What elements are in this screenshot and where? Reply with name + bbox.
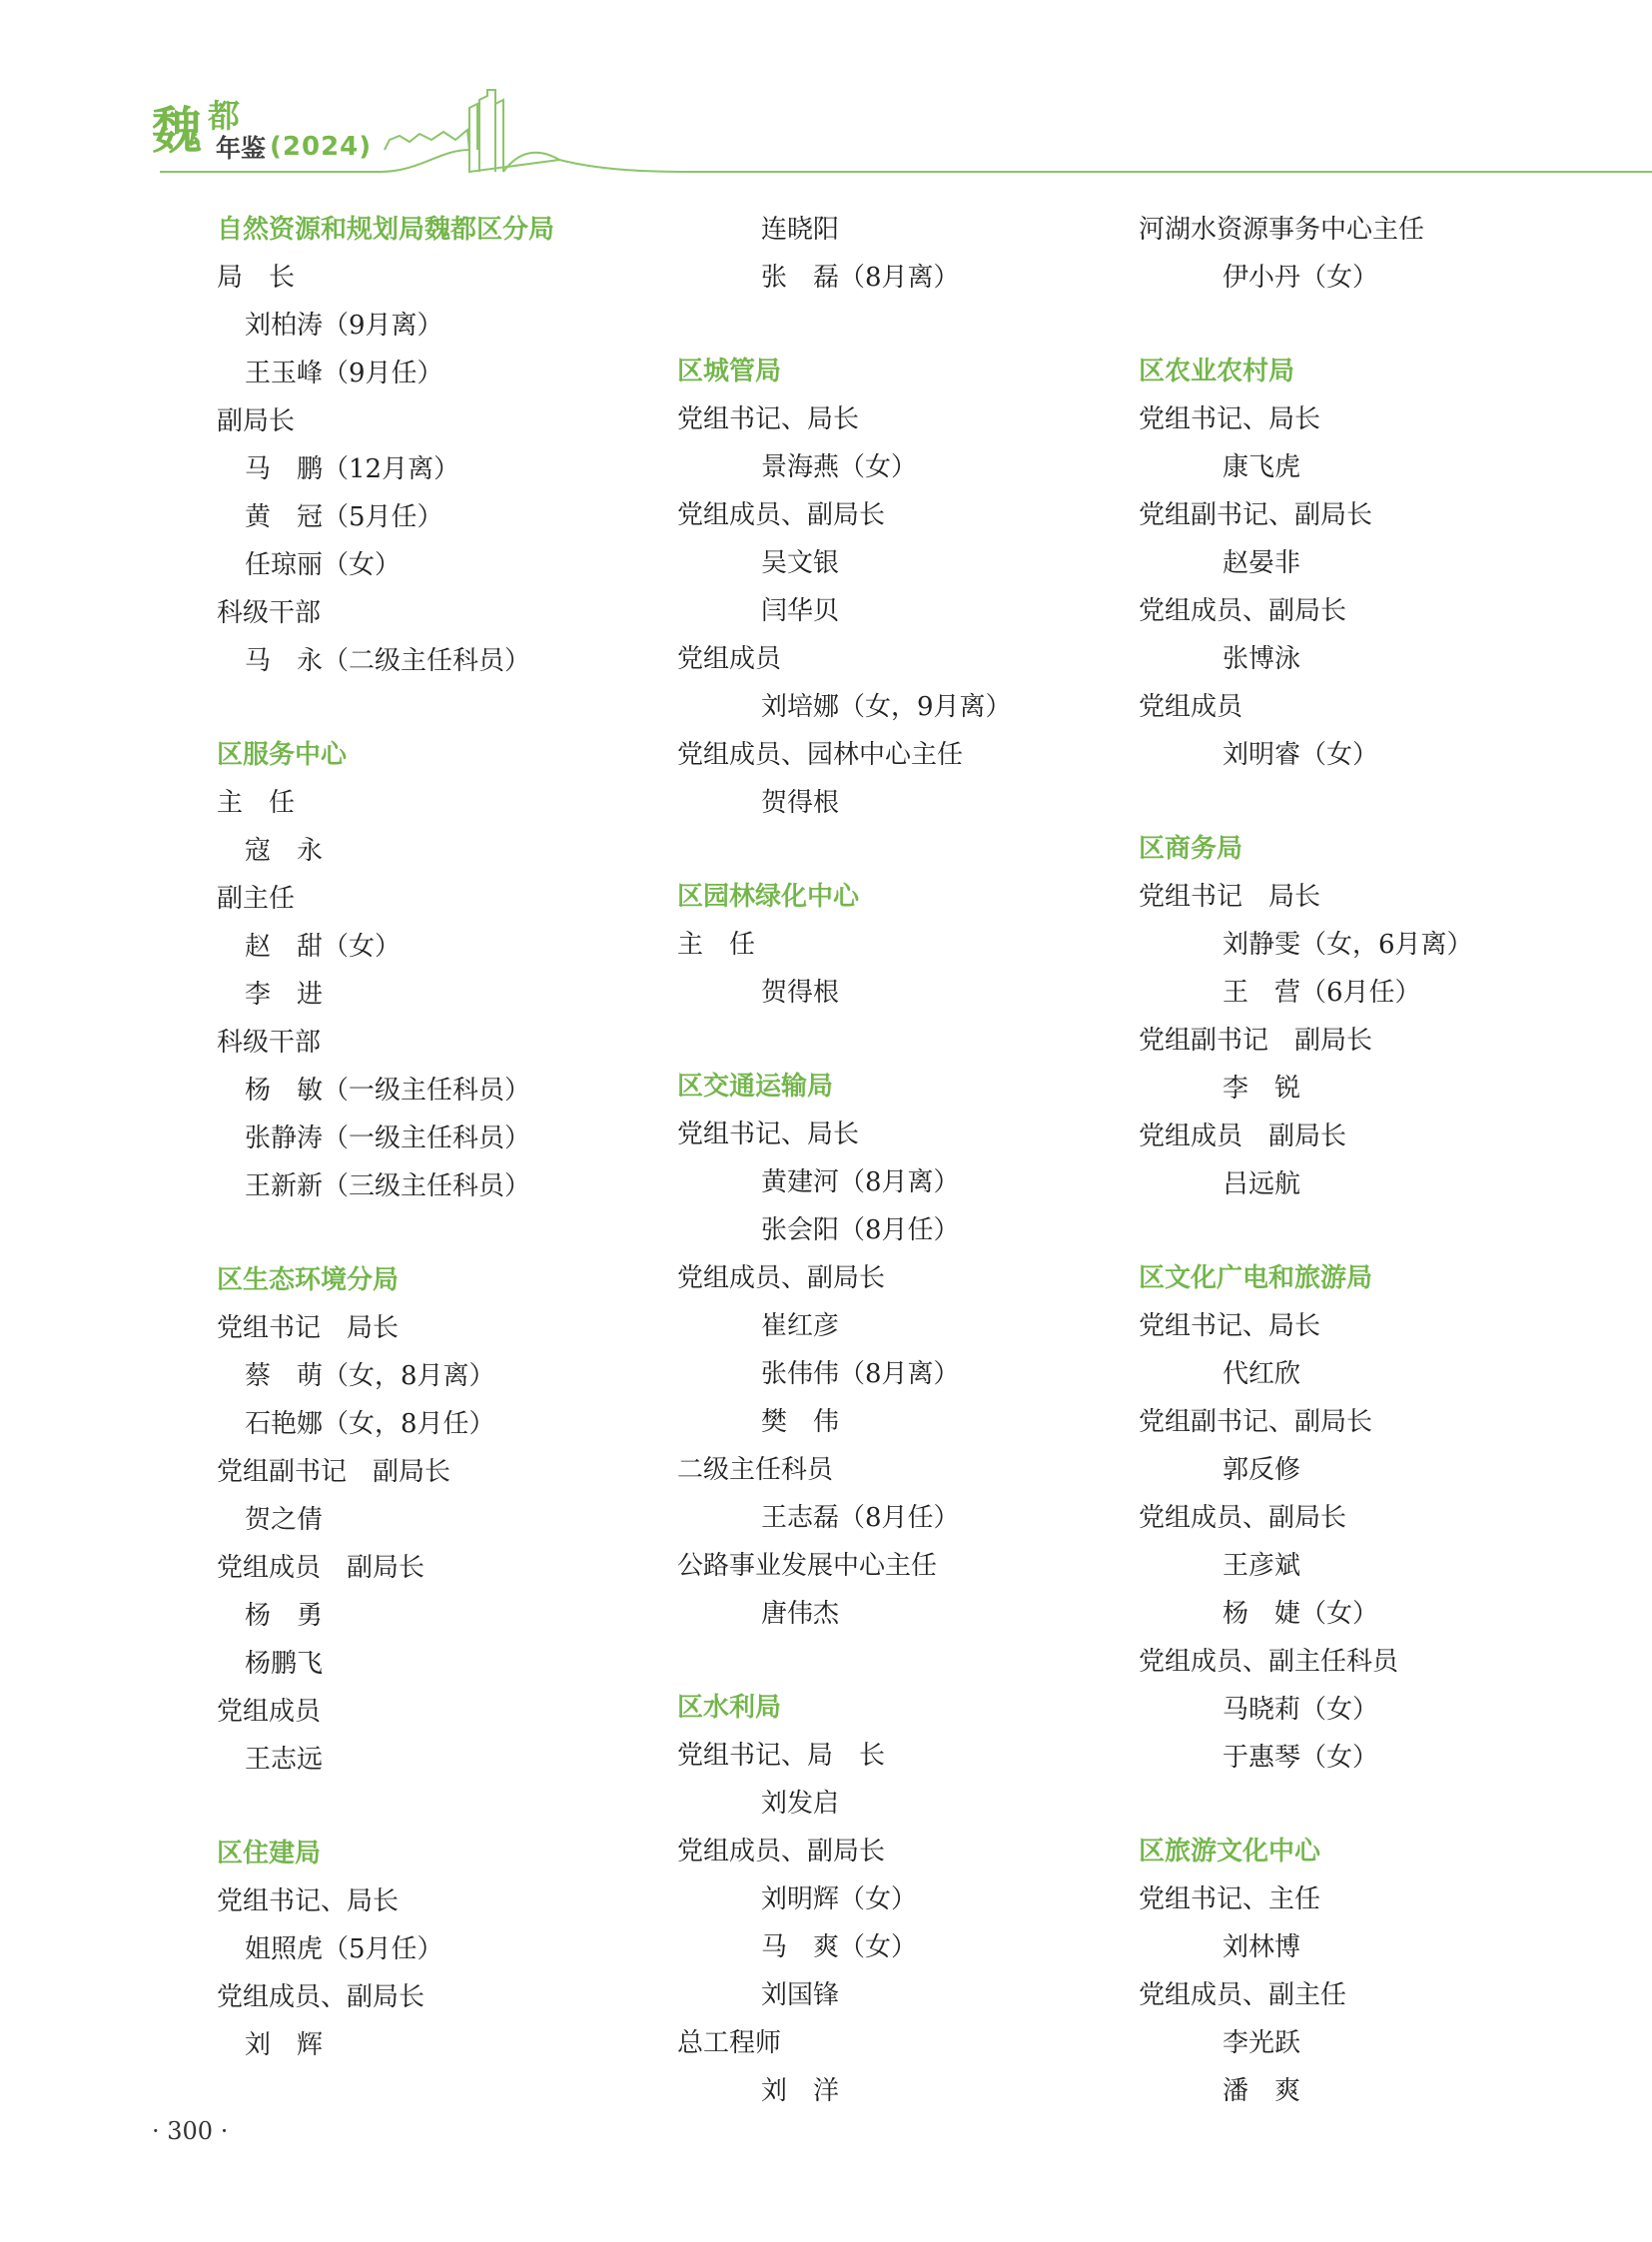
role-title: 党组成员、副局长 (1139, 596, 1347, 626)
role-title: 科级干部 (217, 598, 322, 628)
section-title: 自然资源和规划局魏都区分局 (217, 215, 555, 245)
role-title: 副局长 (217, 406, 296, 436)
role-title: 党组成员 (1139, 692, 1243, 722)
section-title: 区园林绿化中心 (677, 882, 860, 912)
person-name: 唐伟杰 (761, 1599, 840, 1629)
role-title: 党组副书记 副局长 (1139, 1026, 1373, 1056)
section (677, 1063, 1012, 1638)
person-name: 寇 永 (245, 836, 324, 866)
person-name: 张静涛（一级主任科员） (245, 1123, 531, 1153)
person-name: 刘培娜（女，9月离） (761, 692, 1012, 722)
section-title: 区城管局 (677, 357, 782, 386)
person-name: 王彦斌 (1223, 1551, 1301, 1581)
role-title: 公路事业发展中心主任 (677, 1551, 938, 1581)
person-name: 郭反修 (1223, 1455, 1301, 1485)
role-title: 党组书记、局长 (677, 404, 860, 434)
section (677, 873, 1012, 1017)
section-title: 区文化广电和旅游局 (1139, 1263, 1373, 1293)
role-title: 党组书记、局长 (1139, 1311, 1321, 1341)
section-title: 区商务局 (1139, 834, 1243, 864)
page-number: · 300 · (152, 2117, 229, 2145)
person-name: 赵晏非 (1223, 548, 1301, 578)
role-title: 党组书记、局 长 (677, 1741, 886, 1771)
role-title: 河湖水资源事务中心主任 (1139, 215, 1425, 245)
person-name: 张 磊（8月离） (761, 263, 960, 293)
role-title: 党组成员、副局长 (217, 1982, 425, 2012)
person-name: 王新新（三级主任科员） (245, 1171, 531, 1201)
role-title: 党组成员 (677, 644, 782, 674)
person-name: 康飞虎 (1223, 452, 1301, 482)
section-title: 区住建局 (217, 1839, 322, 1868)
person-name: 吴文银 (761, 548, 840, 578)
person-name: 闫华贝 (761, 596, 840, 626)
role-title: 党组书记、局长 (1139, 404, 1321, 434)
role-title: 党组书记、局长 (677, 1120, 860, 1149)
person-name: 刘林博 (1223, 1932, 1301, 1962)
person-name: 杨 婕（女） (1223, 1599, 1379, 1629)
role-title: 党组成员、园林中心主任 (677, 740, 964, 770)
role-title: 党组书记 局长 (1139, 882, 1321, 912)
brand-logo-year: (2024) (270, 132, 373, 162)
person-name: 贺得根 (761, 788, 840, 818)
person-name: 王 营（6月任） (1223, 978, 1421, 1008)
person-name: 杨 勇 (245, 1601, 324, 1631)
role-title: 党组书记 局长 (217, 1313, 400, 1343)
section-title: 区生态环境分局 (217, 1265, 400, 1295)
role-title: 副主任 (217, 884, 296, 914)
person-name: 张博泳 (1223, 644, 1301, 674)
person-name: 马 爽（女） (761, 1932, 918, 1962)
section-title: 区水利局 (677, 1693, 782, 1723)
role-title: 总工程师 (677, 2028, 782, 2058)
section (1139, 1254, 1473, 1782)
section-title: 区农业农村局 (1139, 357, 1295, 386)
page-header (0, 0, 1652, 190)
person-name: 刘明辉（女） (761, 1884, 918, 1914)
role-title: 党组成员 副局长 (217, 1553, 425, 1583)
section (1139, 348, 1473, 779)
column-3 (1139, 206, 1473, 2115)
section (1139, 825, 1473, 1208)
section (1139, 1828, 1473, 2115)
person-name: 马晓莉（女） (1223, 1695, 1379, 1725)
role-title: 党组成员 (217, 1697, 322, 1727)
section (217, 1256, 554, 1784)
person-name: 伊小丹（女） (1223, 263, 1379, 293)
person-name: 连晓阳 (761, 215, 840, 245)
section (677, 348, 1012, 827)
person-name: 潘 爽 (1223, 2076, 1301, 2106)
section-title: 区服务中心 (217, 740, 348, 770)
person-name: 杨 敏（一级主任科员） (245, 1076, 531, 1106)
role-title: 党组副书记 副局长 (217, 1457, 451, 1487)
person-name: 李 锐 (1223, 1074, 1301, 1104)
person-name: 刘明睿（女） (1223, 740, 1379, 770)
person-name: 赵 甜（女） (245, 932, 402, 962)
person-name: 王玉峰（9月任） (245, 359, 443, 388)
section-title: 区旅游文化中心 (1139, 1837, 1321, 1867)
section (217, 206, 554, 685)
person-name: 李 进 (245, 980, 324, 1010)
person-name: 王志远 (245, 1745, 324, 1775)
role-title: 党组成员、副局长 (677, 1263, 886, 1293)
person-name: 石艳娜（女，8月任） (245, 1409, 495, 1439)
person-name: 黄建河（8月离） (761, 1167, 960, 1197)
section (1139, 206, 1473, 302)
brand-logo-du: 都 (208, 97, 241, 135)
person-name: 刘 洋 (761, 2076, 840, 2106)
person-name: 景海燕（女） (761, 452, 918, 482)
role-title: 主 任 (217, 788, 296, 818)
role-title: 党组成员、副主任 (1139, 1980, 1347, 2010)
role-title: 主 任 (677, 930, 756, 960)
role-title: 党组书记、主任 (1139, 1884, 1321, 1914)
role-title: 党组副书记、副局长 (1139, 500, 1373, 530)
person-name: 刘发启 (761, 1789, 840, 1819)
role-title: 党组书记、局长 (217, 1886, 400, 1916)
person-name: 蔡 萌（女，8月离） (245, 1361, 495, 1391)
brand-logo-wei: 魏 (152, 102, 202, 160)
role-title: 局 长 (217, 263, 296, 293)
person-name: 马 鹏（12月离） (245, 454, 460, 484)
role-title: 党组副书记、副局长 (1139, 1407, 1373, 1437)
section (217, 731, 554, 1210)
person-name: 于惠琴（女） (1223, 1743, 1379, 1773)
person-name: 崔红彦 (761, 1311, 840, 1341)
person-name: 张伟伟（8月离） (761, 1359, 960, 1389)
column-1 (217, 206, 554, 2069)
brand-logo-nianjian: 年鉴 (216, 134, 267, 163)
person-name: 李光跃 (1223, 2028, 1301, 2058)
person-name: 樊 伟 (761, 1407, 840, 1437)
person-name: 贺得根 (761, 978, 840, 1008)
person-name: 刘国锋 (761, 1980, 840, 2010)
section (217, 1830, 554, 2069)
role-title: 科级干部 (217, 1028, 322, 1058)
section-title: 区交通运输局 (677, 1072, 834, 1102)
person-name: 刘柏涛（9月离） (245, 311, 443, 341)
person-name: 黄 冠（5月任） (245, 502, 443, 532)
person-name: 刘静雯（女，6月离） (1223, 930, 1473, 960)
role-title: 党组成员、副局长 (1139, 1503, 1347, 1533)
role-title: 二级主任科员 (677, 1455, 834, 1485)
role-title: 党组成员、副局长 (677, 1837, 886, 1867)
role-title: 党组成员、副主任科员 (1139, 1647, 1399, 1677)
person-name: 刘 辉 (245, 2030, 324, 2060)
person-name: 姐照虎（5月任） (245, 1934, 443, 1964)
person-name: 杨鹏飞 (245, 1649, 324, 1679)
role-title: 党组成员、副局长 (677, 500, 886, 530)
role-title: 党组成员 副局长 (1139, 1121, 1347, 1151)
section (677, 1684, 1012, 2115)
person-name: 贺之倩 (245, 1505, 324, 1535)
person-name: 王志磊（8月任） (761, 1503, 960, 1533)
section (677, 206, 1012, 302)
person-name: 吕远航 (1223, 1169, 1301, 1199)
column-2 (677, 206, 1012, 2115)
person-name: 马 永（二级主任科员） (245, 646, 531, 676)
person-name: 张会阳（8月任） (761, 1215, 960, 1245)
person-name: 任琼丽（女） (245, 550, 402, 580)
person-name: 代红欣 (1223, 1359, 1301, 1389)
